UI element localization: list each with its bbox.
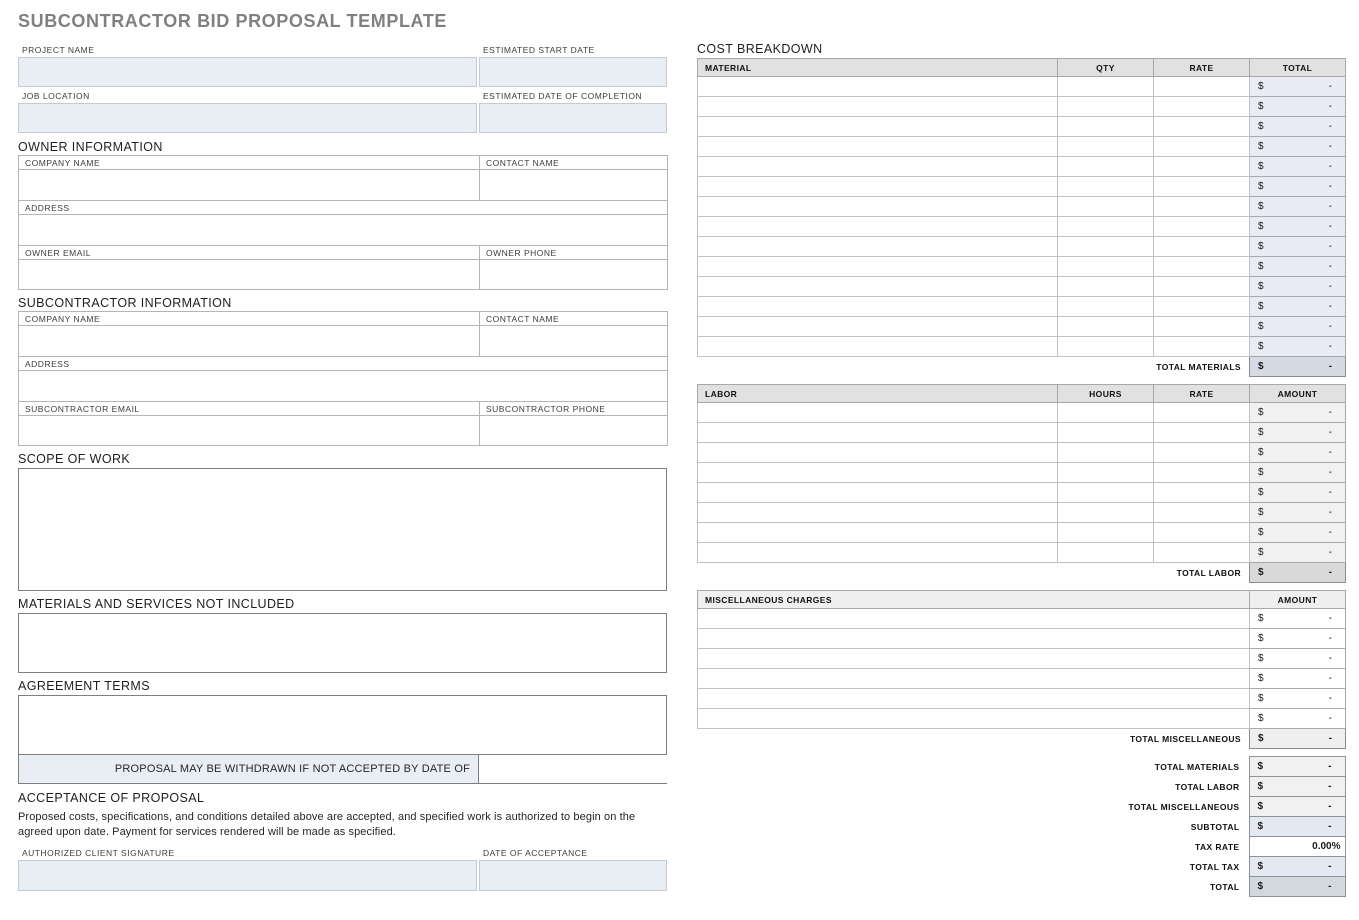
qty-cell[interactable] (1058, 277, 1154, 297)
total-miscellaneous-value: - (1328, 733, 1332, 744)
material-cell[interactable] (698, 77, 1058, 97)
rate-cell[interactable] (1154, 403, 1250, 423)
row-amount-cell: $ - (1250, 463, 1346, 483)
withdraw-row (18, 754, 667, 784)
table-row (698, 629, 1346, 649)
charge-description-cell[interactable] (698, 649, 1250, 669)
row-amount-cell: $ - (1250, 117, 1346, 137)
table-row (698, 403, 1346, 423)
summary-row (697, 817, 1345, 837)
subcontractor-phone-label: SUBCONTRACTOR PHONE (480, 402, 668, 416)
currency-symbol: $ (1258, 361, 1264, 372)
page-title: SUBCONTRACTOR BID PROPOSAL TEMPLATE (18, 11, 448, 31)
total-materials-label: TOTAL MATERIALS (698, 357, 1250, 377)
labor-cell[interactable] (698, 503, 1058, 523)
hours-cell[interactable] (1058, 503, 1154, 523)
rate-cell[interactable] (1154, 177, 1250, 197)
labor-rows (698, 403, 1346, 563)
hours-cell[interactable] (1058, 523, 1154, 543)
rate-cell[interactable] (1154, 197, 1250, 217)
total-labor-row (698, 563, 1346, 583)
rate-header: RATE (1154, 385, 1250, 403)
row-amount-cell: $ - (1250, 317, 1346, 337)
row-amount-cell: $ - (1250, 503, 1346, 523)
row-amount-cell: $ - (1250, 297, 1346, 317)
rate-cell[interactable] (1154, 217, 1250, 237)
owner-phone-label: OWNER PHONE (480, 246, 668, 260)
rate-cell[interactable] (1154, 317, 1250, 337)
right-column (697, 0, 1345, 897)
materials-not-included-heading: MATERIALS AND SERVICES NOT INCLUDED (18, 597, 295, 611)
scope-of-work-heading: SCOPE OF WORK (18, 452, 131, 466)
agreement-terms-box[interactable] (18, 695, 667, 754)
material-header: MATERIAL (698, 59, 1058, 77)
qty-cell[interactable] (1058, 97, 1154, 117)
summary-row (697, 857, 1345, 877)
material-cell[interactable] (698, 97, 1058, 117)
row-amount-cell: $ - (1250, 523, 1346, 543)
rate-cell[interactable] (1154, 137, 1250, 157)
row-amount-cell: $ - (1250, 709, 1346, 729)
labor-cell[interactable] (698, 403, 1058, 423)
labor-header: LABOR (698, 385, 1058, 403)
rate-header: RATE (1154, 59, 1250, 77)
qty-cell[interactable] (1058, 297, 1154, 317)
total-header: TOTAL (1250, 59, 1346, 77)
charge-description-cell[interactable] (698, 609, 1250, 629)
subcontractor-information-heading: SUBCONTRACTOR INFORMATION (18, 296, 232, 310)
row-amount-cell: $ - (1250, 237, 1346, 257)
table-row (698, 257, 1346, 277)
row-amount-cell: $ - (1250, 277, 1346, 297)
hours-cell[interactable] (1058, 423, 1154, 443)
withdraw-date-input[interactable] (478, 755, 668, 783)
row-amount-cell: $ - (1250, 669, 1346, 689)
row-amount-cell: $ - (1250, 97, 1346, 117)
rate-cell[interactable] (1154, 157, 1250, 177)
acceptance-heading: ACCEPTANCE OF PROPOSAL (18, 791, 205, 805)
table-row (698, 177, 1346, 197)
rate-cell[interactable] (1154, 117, 1250, 137)
withdraw-label: PROPOSAL MAY BE WITHDRAWN IF NOT ACCEPTED BY DATE OF (19, 755, 478, 783)
owner-address-label: ADDRESS (19, 201, 668, 215)
table-row (698, 197, 1346, 217)
rate-cell[interactable] (1154, 77, 1250, 97)
table-row (698, 217, 1346, 237)
row-amount-cell: $ - (1250, 543, 1346, 563)
row-amount-cell: $ - (1250, 609, 1346, 629)
acceptance-body: Proposed costs, specifications, and conditions detailed above are accepted, and specified work is authorized to begin on the agreed upon date. Payment for services rendered will be made as specified. (18, 811, 636, 838)
owner-address-input[interactable] (19, 215, 668, 246)
total-miscellaneous-row (698, 729, 1346, 749)
table-row (698, 157, 1346, 177)
summary-row (697, 837, 1345, 857)
charge-description-cell[interactable] (698, 669, 1250, 689)
qty-cell[interactable] (1058, 77, 1154, 97)
qty-cell[interactable] (1058, 257, 1154, 277)
materials-header-row (698, 59, 1346, 77)
table-row (698, 649, 1346, 669)
summary-label: SUBTOTAL (697, 817, 1249, 837)
rate-cell[interactable] (1154, 277, 1250, 297)
material-cell[interactable] (698, 137, 1058, 157)
table-row (698, 317, 1346, 337)
currency-symbol: $ (1258, 567, 1264, 578)
summary-value-cell: $ - (1249, 757, 1345, 777)
rate-cell[interactable] (1154, 503, 1250, 523)
estimated-date-of-completion-label: ESTIMATED DATE OF COMPLETION (483, 91, 643, 101)
qty-cell[interactable] (1058, 237, 1154, 257)
subcontractor-company-name-input[interactable] (19, 326, 480, 357)
total-labor-label: TOTAL LABOR (698, 563, 1250, 583)
material-cell[interactable] (698, 177, 1058, 197)
material-cell[interactable] (698, 237, 1058, 257)
subcontractor-company-name-label: COMPANY NAME (19, 312, 480, 326)
subcontractor-email-input[interactable] (19, 416, 480, 446)
summary-row (697, 877, 1345, 897)
total-miscellaneous-cell (1250, 729, 1346, 749)
qty-cell[interactable] (1058, 137, 1154, 157)
cost-breakdown-heading: COST BREAKDOWN (697, 42, 823, 56)
date-of-acceptance-input[interactable] (479, 860, 667, 891)
summary-table (697, 756, 1346, 897)
currency-symbol: $ (1258, 733, 1264, 744)
material-cell[interactable] (698, 117, 1058, 137)
authorized-client-signature-label: AUTHORIZED CLIENT SIGNATURE (22, 848, 175, 858)
row-amount-cell: $ - (1250, 137, 1346, 157)
total-labor-cell (1250, 563, 1346, 583)
estimated-start-date-label: ESTIMATED START DATE (483, 45, 595, 55)
table-row (698, 117, 1346, 137)
rate-cell[interactable] (1154, 443, 1250, 463)
qty-cell[interactable] (1058, 177, 1154, 197)
table-row (698, 423, 1346, 443)
hours-cell[interactable] (1058, 443, 1154, 463)
qty-cell[interactable] (1058, 337, 1154, 357)
hours-cell[interactable] (1058, 463, 1154, 483)
row-amount-cell: $ - (1250, 689, 1346, 709)
hours-header: HOURS (1058, 385, 1154, 403)
material-cell[interactable] (698, 297, 1058, 317)
charge-description-cell[interactable] (698, 629, 1250, 649)
table-row (698, 689, 1346, 709)
owner-information-table (18, 155, 668, 290)
row-amount-cell: $ - (1250, 257, 1346, 277)
table-row (698, 483, 1346, 503)
table-row (698, 543, 1346, 563)
qty-header: QTY (1058, 59, 1154, 77)
table-row (698, 137, 1346, 157)
row-amount-cell: $ - (1250, 403, 1346, 423)
project-name-label: PROJECT NAME (22, 45, 95, 55)
rate-cell[interactable] (1154, 97, 1250, 117)
table-row (698, 297, 1346, 317)
summary-label: TAX RATE (697, 837, 1249, 857)
owner-information-heading: OWNER INFORMATION (18, 140, 163, 154)
rate-cell[interactable] (1154, 297, 1250, 317)
summary-label: TOTAL TAX (697, 857, 1249, 877)
subcontractor-address-label: ADDRESS (19, 357, 668, 371)
total-materials-row (698, 357, 1346, 377)
material-cell[interactable] (698, 337, 1058, 357)
owner-contact-name-label: CONTACT NAME (480, 156, 668, 170)
summary-value-cell[interactable]: 0.00% (1249, 837, 1345, 857)
hours-cell[interactable] (1058, 403, 1154, 423)
summary-label: TOTAL MISCELLANEOUS (697, 797, 1249, 817)
miscellaneous-table (697, 590, 1346, 749)
owner-email-input[interactable] (19, 260, 480, 290)
row-amount-cell: $ - (1250, 443, 1346, 463)
material-cell[interactable] (698, 257, 1058, 277)
subcontractor-contact-name-input[interactable] (480, 326, 668, 357)
row-amount-cell: $ - (1250, 629, 1346, 649)
summary-label: TOTAL (697, 877, 1249, 897)
charge-description-cell[interactable] (698, 689, 1250, 709)
table-row (698, 337, 1346, 357)
table-row (698, 443, 1346, 463)
qty-cell[interactable] (1058, 217, 1154, 237)
summary-value-cell: $ - (1249, 817, 1345, 837)
summary-value-cell: $ - (1249, 777, 1345, 797)
owner-company-name-input[interactable] (19, 170, 480, 201)
qty-cell[interactable] (1058, 157, 1154, 177)
row-amount-cell: $ - (1250, 483, 1346, 503)
rate-cell[interactable] (1154, 523, 1250, 543)
total-labor-value: - (1328, 567, 1332, 578)
subcontractor-address-input[interactable] (19, 371, 668, 402)
subcontractor-information-table (18, 311, 668, 446)
qty-cell[interactable] (1058, 117, 1154, 137)
row-amount-cell: $ - (1250, 217, 1346, 237)
project-name-input[interactable] (18, 57, 477, 87)
hours-cell[interactable] (1058, 483, 1154, 503)
subcontractor-phone-input[interactable] (480, 416, 668, 446)
rate-cell[interactable] (1154, 543, 1250, 563)
labor-cell[interactable] (698, 523, 1058, 543)
rate-cell[interactable] (1154, 337, 1250, 357)
total-materials-cell (1250, 357, 1346, 377)
summary-label: TOTAL LABOR (697, 777, 1249, 797)
row-amount-cell: $ - (1250, 337, 1346, 357)
summary-value-cell: $ - (1249, 857, 1345, 877)
subcontractor-email-label: SUBCONTRACTOR EMAIL (19, 402, 480, 416)
rate-cell[interactable] (1154, 423, 1250, 443)
table-row (698, 709, 1346, 729)
agreement-terms-heading: AGREEMENT TERMS (18, 679, 150, 693)
estimated-date-of-completion-input[interactable] (479, 103, 667, 133)
job-location-input[interactable] (18, 103, 477, 133)
amount-header: AMOUNT (1250, 385, 1346, 403)
materials-table (697, 58, 1346, 377)
rate-cell[interactable] (1154, 483, 1250, 503)
table-row (698, 237, 1346, 257)
table-row (698, 609, 1346, 629)
job-location-label: JOB LOCATION (22, 91, 90, 101)
owner-company-name-label: COMPANY NAME (19, 156, 480, 170)
charge-description-cell[interactable] (698, 709, 1250, 729)
materials-not-included-box[interactable] (18, 613, 667, 673)
summary-row (697, 797, 1345, 817)
row-amount-cell: $ - (1250, 423, 1346, 443)
scope-of-work-box[interactable] (18, 468, 667, 591)
summary-row (697, 777, 1345, 797)
table-row (698, 669, 1346, 689)
labor-cell[interactable] (698, 543, 1058, 563)
miscellaneous-header-row (698, 591, 1346, 609)
miscellaneous-rows (698, 609, 1346, 729)
estimated-start-date-input[interactable] (479, 57, 667, 87)
material-cell[interactable] (698, 157, 1058, 177)
authorized-client-signature-input[interactable] (18, 860, 477, 891)
labor-cell[interactable] (698, 443, 1058, 463)
summary-label: TOTAL MATERIALS (697, 757, 1249, 777)
row-amount-cell: $ - (1250, 649, 1346, 669)
qty-cell[interactable] (1058, 197, 1154, 217)
rate-cell[interactable] (1154, 463, 1250, 483)
labor-cell[interactable] (698, 463, 1058, 483)
row-amount-cell: $ - (1250, 197, 1346, 217)
total-materials-value: - (1328, 361, 1332, 372)
owner-email-label: OWNER EMAIL (19, 246, 480, 260)
table-row (698, 463, 1346, 483)
summary-value-cell: $ - (1249, 877, 1345, 897)
row-amount-cell: $ - (1250, 77, 1346, 97)
qty-cell[interactable] (1058, 317, 1154, 337)
labor-header-row (698, 385, 1346, 403)
date-of-acceptance-label: DATE OF ACCEPTANCE (483, 848, 588, 858)
material-cell[interactable] (698, 277, 1058, 297)
table-row (698, 97, 1346, 117)
hours-cell[interactable] (1058, 543, 1154, 563)
table-row (698, 523, 1346, 543)
labor-table (697, 384, 1346, 583)
rate-cell[interactable] (1154, 257, 1250, 277)
rate-cell[interactable] (1154, 237, 1250, 257)
left-column (18, 0, 667, 891)
material-cell[interactable] (698, 217, 1058, 237)
row-amount-cell: $ - (1250, 157, 1346, 177)
table-row (698, 277, 1346, 297)
material-cell[interactable] (698, 197, 1058, 217)
row-amount-cell: $ - (1250, 177, 1346, 197)
labor-cell[interactable] (698, 483, 1058, 503)
summary-row (697, 757, 1345, 777)
material-cell[interactable] (698, 317, 1058, 337)
owner-phone-input[interactable] (480, 260, 668, 290)
amount-header: AMOUNT (1250, 591, 1346, 609)
owner-contact-name-input[interactable] (480, 170, 668, 201)
labor-cell[interactable] (698, 423, 1058, 443)
total-miscellaneous-label: TOTAL MISCELLANEOUS (698, 729, 1250, 749)
miscellaneous-charges-header: MISCELLANEOUS CHARGES (698, 591, 1250, 609)
table-row (698, 77, 1346, 97)
materials-rows (698, 77, 1346, 357)
summary-value-cell: $ - (1249, 797, 1345, 817)
summary-rows (697, 757, 1345, 897)
subcontractor-contact-name-label: CONTACT NAME (480, 312, 668, 326)
table-row (698, 503, 1346, 523)
